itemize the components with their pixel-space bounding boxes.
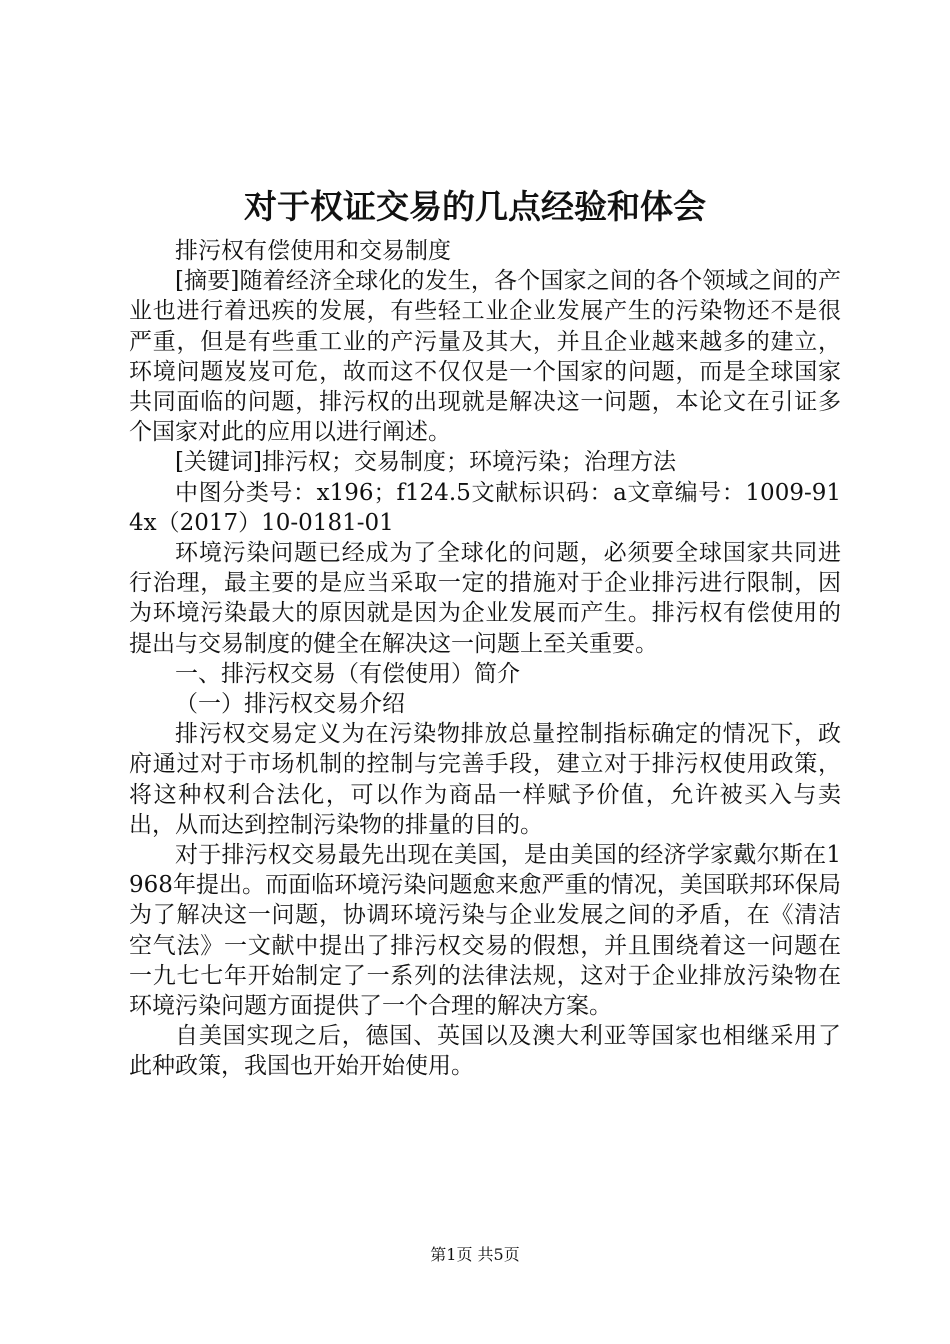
paragraph-abstract: [摘要]随着经济全球化的发生，各个国家之间的各个领域之间的产业也进行着迅疾的发展，有些轻工业企业发展产生的污染物还不是很严重，但是有些重工业的产污量及其大，并且企业越来越多的建立，环境问题岌岌可危，故而这不仅仅是一个国家的问题，而是全球国家共同面临的问题，排污权的出现就是解决这一问题，本论文在引证多个国家对此的应用以进行阐述。 [129,268,841,446]
paragraph-body: 环境污染问题已经成为了全球化的问题，必须要全球国家共同进行治理，最主要的是应当采取一定的措施对于企业排污进行限制，因为环境污染最大的原因就是因为企业发展而产生。排污权有偿使用的提出与交易制度的健全在解决这一问题上至关重要。 [129,540,841,657]
paragraph-classification: 中图分类号：x196；f124.5文献标识码：a文章编号：1009-914x（2017）10-0181-01 [129,479,841,536]
paragraph-keywords: [关键词]排污权；交易制度；环境污染；治理方法 [175,449,676,476]
paragraph-body: 排污权交易定义为在污染物排放总量控制指标确定的情况下，政府通过对于市场机制的控制与完善手段，建立对于排污权使用政策，将这种权利合法化，可以作为商品一样赋予价值，允许被买入与卖出，从而达到控制污染物的排量的目的。 [129,721,841,838]
subsection-heading: （一）排污权交易介绍 [175,691,405,718]
page-footer: 第1页 共5页 [430,1245,520,1264]
paragraph-body: 对于排污权交易最先出现在美国，是由美国的经济学家戴尔斯在1968年提出。而面临环境污染问题愈来愈严重的情况，美国联邦环保局为了解决这一问题，协调环境污染与企业发展之间的矛盾，在《清洁空气法》一文献中提出了排污权交易的假想，并且围绕着这一问题在一九七七年开始制定了一系列的法律法规，这对于企业排放污染物在环境污染问题方面提供了一个合理的解决方案。 [129,842,841,1020]
paragraph-body: 自美国实现之后，德国、英国以及澳大利亚等国家也相继采用了此种政策，我国也开始开始使用。 [129,1023,841,1080]
paragraph-subtitle: 排污权有偿使用和交易制度 [175,238,451,264]
document-title: 对于权证交易的几点经验和体会 [244,187,706,226]
section-heading: 一、排污权交易（有偿使用）简介 [175,660,520,687]
document-body [129,236,841,1082]
